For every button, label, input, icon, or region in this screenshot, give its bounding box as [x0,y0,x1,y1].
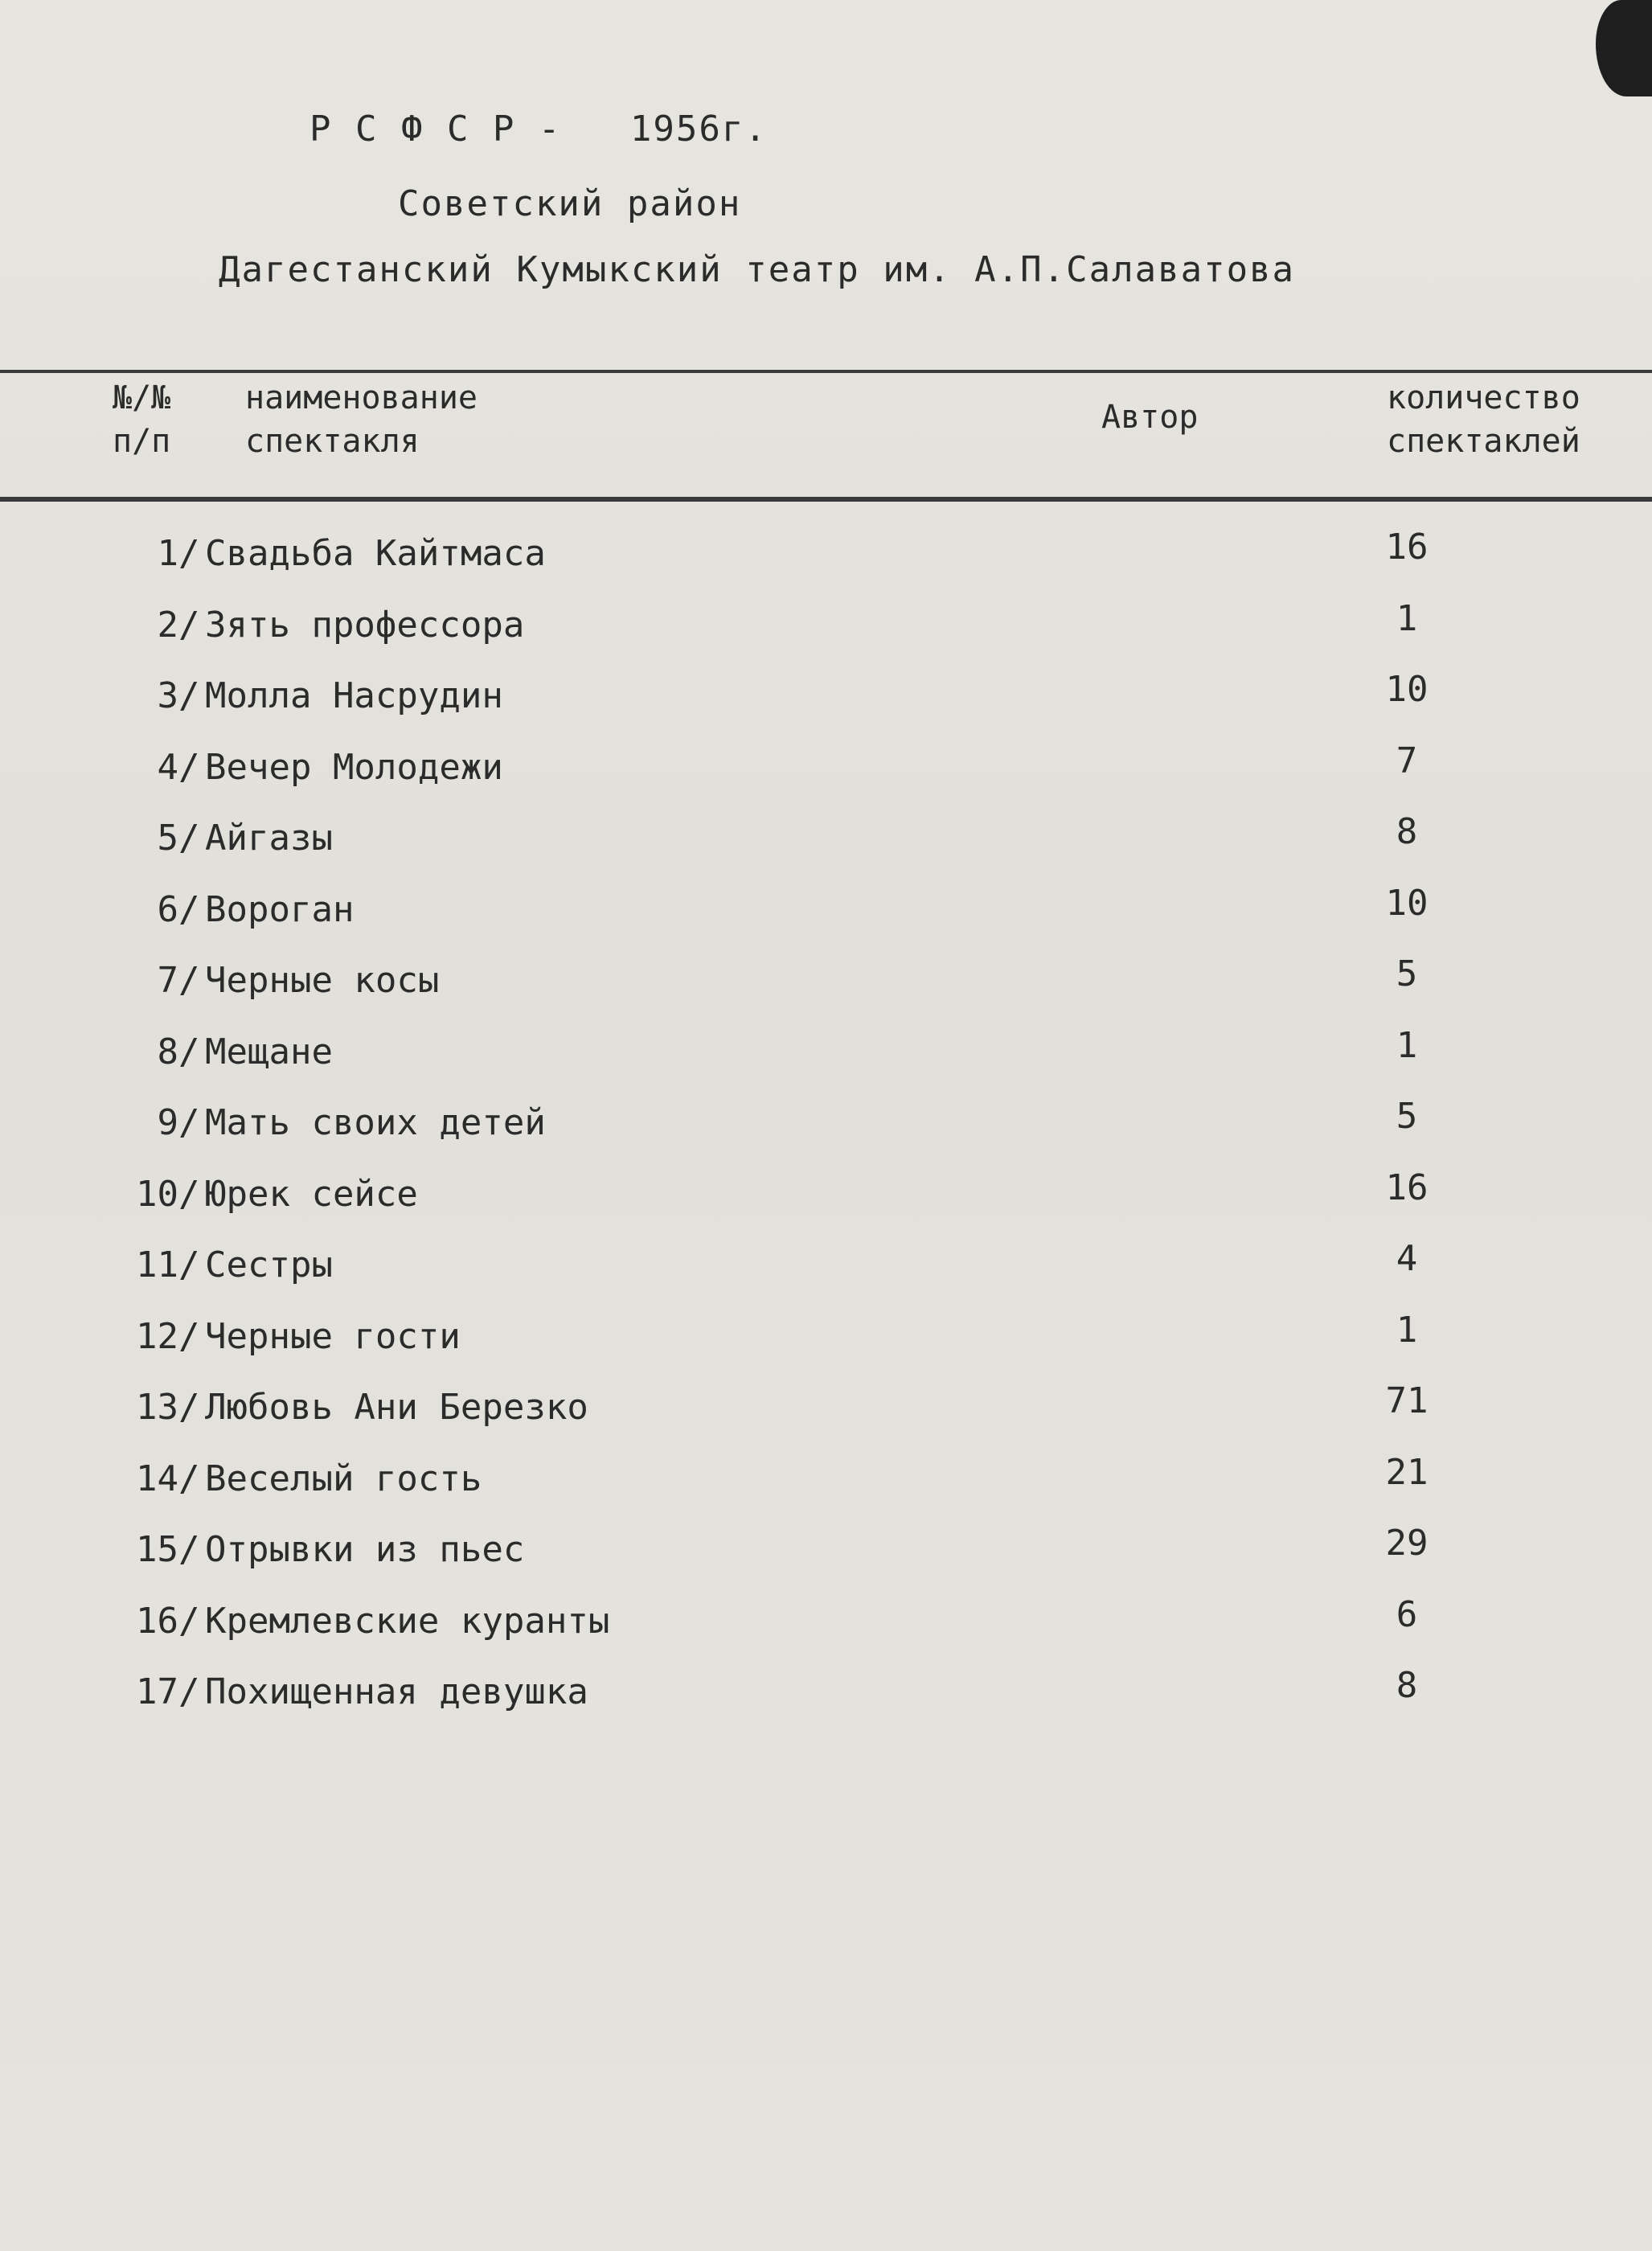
row-number: 17 [136,1671,178,1712]
row-number-slash: / [178,960,200,1001]
table-row [0,1238,1652,1310]
table-row [0,1452,1652,1523]
row-number: 3 [157,675,178,716]
row-title: Черные косы [205,960,440,1001]
row-count: 7 [1396,740,1418,781]
row-number: 5 [157,818,178,859]
row-number-slash: / [178,746,200,788]
row-number: 12 [136,1315,178,1357]
row-number-slash: / [178,888,200,930]
table-row [0,1025,1652,1097]
row-title: Айгазы [205,818,333,859]
row-number: 13 [136,1387,178,1428]
row-count: 4 [1396,1238,1418,1279]
row-count: 5 [1396,1096,1418,1137]
header-theatre-name: Дагестанский Кумыкский театр им. А.П.Салаватова [219,249,1296,290]
table-row [0,1096,1652,1167]
row-number: 16 [136,1600,178,1642]
row-title: Зять профессора [205,604,525,646]
row-count: 16 [1385,527,1429,568]
column-header-title: наименование спектакля [245,379,478,460]
performance-list [0,527,1652,1736]
row-count: 8 [1396,1665,1418,1706]
table-row [0,1380,1652,1452]
table-row [0,598,1652,670]
row-number: 1 [157,533,178,574]
row-number-slash: / [178,604,200,646]
column-header-author: Автор [1101,399,1199,436]
table-row [0,1310,1652,1381]
row-count: 5 [1396,953,1418,994]
table-top-rule [0,370,1652,373]
row-title: Свадьба Кайтмаса [205,533,546,574]
row-number-slash: / [178,1173,200,1215]
row-count: 1 [1396,597,1418,639]
row-number: 6 [157,888,178,930]
row-number-slash: / [178,1031,200,1072]
row-number-slash: / [178,1458,200,1499]
row-title: Отрывки из пьес [205,1529,525,1570]
row-number-slash: / [178,1244,200,1285]
row-count: 10 [1385,882,1429,924]
row-number-slash: / [178,1600,200,1642]
row-title: Молла Насрудин [205,675,503,716]
row-title: Сестры [205,1244,333,1285]
row-count: 21 [1385,1451,1429,1493]
table-row [0,740,1652,812]
table-row [0,527,1652,598]
row-title: Мать своих детей [205,1102,546,1143]
header-district: Советский район [398,183,742,224]
row-number-slash: / [178,675,200,716]
row-number-slash: / [178,533,200,574]
row-title: Черные гости [205,1315,461,1357]
table-row [0,1167,1652,1239]
row-number: 4 [157,746,178,788]
row-count: 1 [1396,1309,1418,1351]
row-number-slash: / [178,1387,200,1428]
row-title: Вечер Молодежи [205,746,503,788]
row-number-slash: / [178,818,200,859]
row-number: 14 [136,1458,178,1499]
row-title: Любовь Ани Березко [205,1387,588,1428]
table-row [0,953,1652,1025]
header-republic-year: Р С Ф С Р - 1956г. [309,109,768,150]
row-number-slash: / [178,1529,200,1570]
row-count: 6 [1396,1593,1418,1635]
column-header-number: №/№ п/п [113,379,171,460]
row-number: 2 [157,604,178,646]
column-header-count: количество спектаклей [1387,379,1580,460]
table-row [0,1523,1652,1594]
row-count: 29 [1385,1523,1429,1564]
row-number: 10 [136,1173,178,1215]
ink-blot [1596,0,1652,96]
row-number: 8 [157,1031,178,1072]
table-row [0,1665,1652,1736]
row-number: 15 [136,1529,178,1570]
row-number: 11 [136,1244,178,1285]
row-title: Кремлевские куранты [205,1600,610,1642]
row-count: 1 [1396,1024,1418,1066]
row-count: 8 [1396,811,1418,852]
row-title: Юрек сейсе [205,1173,418,1215]
table-header-bottom-rule [0,497,1652,502]
table-row [0,883,1652,954]
row-count: 16 [1385,1167,1429,1208]
row-number-slash: / [178,1671,200,1712]
row-count: 10 [1385,669,1429,710]
row-title: Мещане [205,1031,333,1072]
row-number-slash: / [178,1315,200,1357]
table-row [0,669,1652,740]
row-number: 9 [157,1102,178,1143]
row-count: 71 [1385,1380,1429,1421]
table-row [0,1594,1652,1666]
row-title: Вороган [205,888,355,930]
row-title: Похищенная девушка [205,1671,588,1712]
table-row [0,811,1652,883]
row-title: Веселый гость [205,1458,482,1499]
row-number: 7 [157,960,178,1001]
row-number-slash: / [178,1102,200,1143]
